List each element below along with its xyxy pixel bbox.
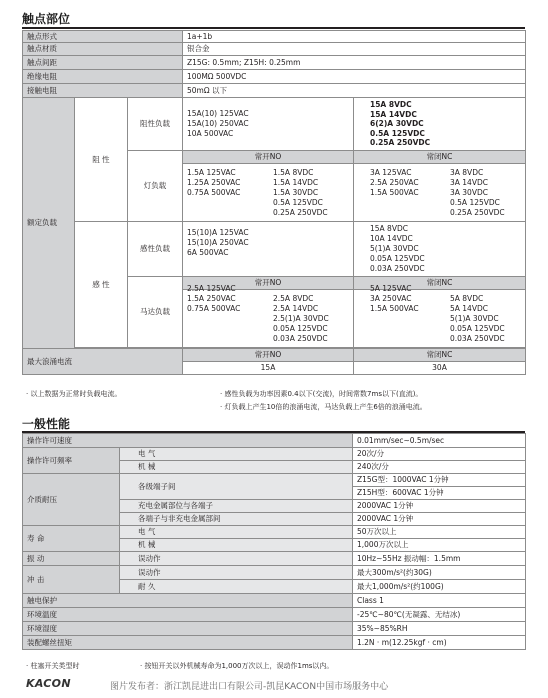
temperature-value: -25℃~80℃(无凝露、无结冰) bbox=[353, 608, 526, 622]
op-speed-value: 0.01mm/sec~0.5m/sec bbox=[353, 434, 526, 448]
contact-material-value: 银合金 bbox=[183, 43, 526, 56]
torque-value: 1.2N · m(12.25kgf · cm) bbox=[353, 636, 526, 650]
shock-malfunction-value: 最大300m/s²(约30G) bbox=[353, 566, 526, 580]
lamp-no-dc: 1.5A 8VDC 1.5A 14VDC 1.5A 30VDC 0.5A 125VDC 0.25A 250VDC bbox=[273, 167, 328, 217]
shock-durability-value: 最大1,000m/s²(约100G) bbox=[353, 580, 526, 594]
motor-nc-dc: 5A 8VDC 5A 14VDC 5(1)A 30VDC 0.05A 125VDC 0.03A 250VDC bbox=[450, 293, 505, 343]
life-elec-value: 50万次以上 bbox=[353, 526, 526, 539]
contact-spec-table bbox=[22, 30, 526, 375]
contact-resistance-value: 50mΩ 以下 bbox=[183, 84, 526, 98]
shock-durability-label: 耐 久 bbox=[120, 580, 353, 594]
inductive-dc-text: 15A 8VDC 10A 14VDC 5(1)A 30VDC 0.05A 125VDC 0.03A 250VDC bbox=[370, 224, 425, 273]
op-freq-mech-value: 240次/分 bbox=[353, 461, 526, 474]
dielectric-z15g-value: Z15G型：1000VAC 1分钟 bbox=[353, 474, 526, 487]
inrush-nc-header: 常闭NC bbox=[354, 349, 526, 362]
op-freq-elec-value: 20次/分 bbox=[353, 448, 526, 461]
dielectric-terminal-metal-value: 2000VAC 1分钟 bbox=[353, 513, 526, 526]
life-label: 寿 命 bbox=[23, 526, 120, 552]
table-row bbox=[23, 594, 526, 608]
dielectric-terminals-label: 各级端子间 bbox=[120, 474, 353, 500]
torque-label: 装配螺丝扭矩 bbox=[23, 636, 353, 650]
rated-load-label: 额定负载 bbox=[23, 98, 75, 349]
table-row bbox=[23, 526, 526, 539]
inductive-load-label: 感性负载 bbox=[128, 222, 183, 277]
inrush-label: 最大浪涌电流 bbox=[23, 349, 183, 375]
resistive-dc-values bbox=[354, 98, 526, 151]
motor-nc-ac: 5A 125VAC 3A 250VAC 1.5A 500VAC bbox=[370, 283, 419, 313]
shock-malfunction-label: 误动作 bbox=[120, 566, 353, 580]
lamp-nc-dc: 3A 8VDC 3A 14VDC 3A 30VDC 0.5A 125VDC 0.25A 250VDC bbox=[450, 167, 505, 217]
resistive-ac-values bbox=[183, 98, 354, 151]
resistive-load-label: 阻性负载 bbox=[128, 98, 183, 151]
footer bbox=[22, 676, 537, 692]
resistive-dc-text: 15A 8VDC 15A 14VDC 6(2)A 30VDC 0.5A 125VDC 0.25A 250VDC bbox=[370, 100, 431, 148]
dielectric-z15h-value: Z15H型：600VAC 1分钟 bbox=[353, 487, 526, 500]
vibration-label: 振 动 bbox=[23, 552, 120, 566]
op-freq-elec-label: 电 气 bbox=[120, 448, 353, 461]
motor-nc-values bbox=[354, 283, 526, 348]
humidity-value: 35%~85%RH bbox=[353, 622, 526, 636]
motor-no-ac: 2.5A 125VAC 1.5A 250VAC 0.75A 500VAC bbox=[187, 283, 241, 313]
protection-label: 触电保护 bbox=[23, 594, 353, 608]
insulation-resistance-value: 100MΩ 500VDC bbox=[183, 70, 526, 84]
insulation-resistance-label: 绝缘电阻 bbox=[23, 70, 183, 84]
table-row bbox=[23, 566, 526, 580]
table-row bbox=[23, 608, 526, 622]
vibration-sub-label: 误动作 bbox=[120, 552, 353, 566]
inductive-group-label: 感 性 bbox=[75, 222, 128, 348]
lamp-no-header: 常开NO bbox=[183, 151, 354, 164]
temperature-label: 环境温度 bbox=[23, 608, 353, 622]
general-spec-table bbox=[22, 433, 526, 650]
shock-label: 冲 击 bbox=[23, 566, 120, 594]
contact-resistance-label: 接触电阻 bbox=[23, 84, 183, 98]
table-row bbox=[23, 84, 526, 98]
dielectric-label: 介质耐压 bbox=[23, 474, 120, 526]
general-note-1: · 柱塞开关类型时 bbox=[26, 662, 80, 670]
inductive-dc-values bbox=[354, 222, 526, 277]
inrush-nc-value: 30A bbox=[354, 362, 526, 375]
lamp-nc-ac: 3A 125VAC 2.5A 250VAC 1.5A 500VAC bbox=[370, 167, 419, 197]
life-elec-label: 电 气 bbox=[120, 526, 353, 539]
motor-no-values bbox=[183, 283, 354, 348]
humidity-label: 环境湿度 bbox=[23, 622, 353, 636]
resistive-ac-text: 15A(10) 125VAC 15A(10) 250VAC 10A 500VAC bbox=[187, 109, 249, 138]
contact-form-value: 1a+1b bbox=[183, 31, 526, 43]
lamp-nc-values bbox=[354, 164, 526, 222]
op-freq-mech-label: 机 械 bbox=[120, 461, 353, 474]
vibration-value: 10Hz~55Hz 振动幅：1.5mm bbox=[353, 552, 526, 566]
contact-note-1: · 以上数据为正常时负载电流。 bbox=[26, 390, 122, 398]
table-row bbox=[23, 474, 526, 487]
contact-note-3: · 灯负载上产生10倍的浪涌电流，马达负载上产生6倍的浪涌电流。 bbox=[220, 403, 427, 411]
kacon-logo: KACON bbox=[26, 677, 71, 690]
motor-no-dc: 2.5A 8VDC 2.5A 14VDC 2.5(1)A 30VDC 0.05A 125VDC 0.03A 250VDC bbox=[273, 293, 329, 343]
table-row bbox=[23, 43, 526, 56]
inductive-ac-text: 15(10)A 125VAC 15(10)A 250VAC 6A 500VAC bbox=[187, 228, 249, 257]
inrush-no-value: 15A bbox=[183, 362, 354, 375]
table-row bbox=[23, 31, 526, 43]
general-note-2: · 按钮开关以外机械寿命为1,000万次以上，误动作1ms以内。 bbox=[140, 662, 334, 670]
contact-title-rule bbox=[22, 27, 525, 29]
contact-note-2: · 感性负载为功率因素0.4以下(交流)，时间常数7ms以下(直流)。 bbox=[220, 390, 423, 398]
inductive-ac-values bbox=[183, 222, 354, 277]
table-row bbox=[23, 222, 526, 277]
watermark-text: 图片发布者：浙江凯昆进出口有限公司-凯昆KACON中国市场服务中心 bbox=[110, 682, 389, 692]
motor-nc-header: 常闭NC bbox=[354, 277, 526, 290]
contact-material-label: 触点材质 bbox=[23, 43, 183, 56]
lamp-no-values bbox=[183, 164, 354, 222]
lamp-no-ac: 1.5A 125VAC 1.25A 250VAC 0.75A 500VAC bbox=[187, 167, 241, 197]
table-row bbox=[23, 349, 526, 362]
table-row bbox=[23, 622, 526, 636]
table-row bbox=[23, 636, 526, 650]
life-mech-label: 机 械 bbox=[120, 539, 353, 552]
protection-value: Class 1 bbox=[353, 594, 526, 608]
table-row bbox=[23, 434, 526, 448]
dielectric-charged-value: 2000VAC 1分钟 bbox=[353, 500, 526, 513]
dielectric-terminal-metal-label: 各端子与非充电金属部间 bbox=[120, 513, 353, 526]
contact-form-label: 触点形式 bbox=[23, 31, 183, 43]
contact-gap-value: Z15G: 0.5mm; Z15H: 0.25mm bbox=[183, 56, 526, 70]
contact-section-title: 触点部位 bbox=[22, 12, 71, 26]
inrush-no-header: 常开NO bbox=[183, 349, 354, 362]
motor-no-header: 常开NO bbox=[183, 277, 354, 290]
general-section-title: 一般性能 bbox=[22, 417, 71, 431]
op-freq-label: 操作许可频率 bbox=[23, 448, 120, 474]
table-row bbox=[23, 552, 526, 566]
lamp-nc-header: 常闭NC bbox=[354, 151, 526, 164]
table-row bbox=[23, 98, 526, 151]
dielectric-charged-label: 充电金属部位与各端子 bbox=[120, 500, 353, 513]
lamp-load-label: 灯负载 bbox=[128, 151, 183, 222]
table-row bbox=[23, 56, 526, 70]
resistive-group-label: 阻 性 bbox=[75, 98, 128, 222]
op-speed-label: 操作许可速度 bbox=[23, 434, 353, 448]
contact-gap-label: 触点间距 bbox=[23, 56, 183, 70]
table-row bbox=[23, 70, 526, 84]
table-row bbox=[23, 448, 526, 461]
life-mech-value: 1,000万次以上 bbox=[353, 539, 526, 552]
motor-load-label: 马达负载 bbox=[128, 277, 183, 348]
